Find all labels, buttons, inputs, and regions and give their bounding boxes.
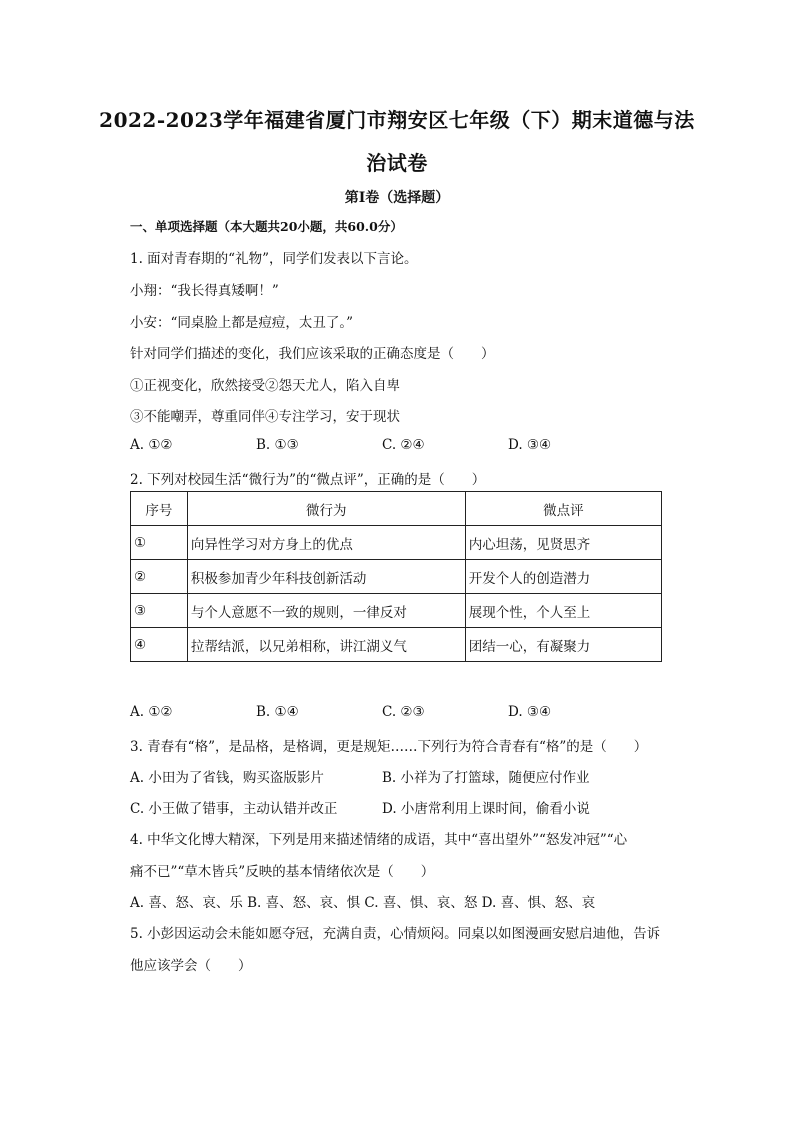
table-cell: 与个人意愿不一致的规则，一律反对 (187, 594, 465, 628)
q2-option-d: D. ③④ (508, 704, 552, 720)
table-header-row (131, 492, 662, 526)
table-cell: 开发个人的创造潜力 (465, 560, 661, 594)
table-row (131, 594, 662, 628)
table-cell: ② (131, 560, 188, 594)
table-cell: 团结一心，有凝聚力 (465, 628, 661, 662)
q1-statements-2: ③不能嘲弄，尊重同伴④专注学习，安于现状 (130, 409, 400, 425)
q3-option-c: C. 小王做了错事，主动认错并改正 (130, 801, 338, 817)
q2-stem: 2. 下列对校园生活“微行为”的“微点评”，正确的是（ ） (130, 472, 486, 488)
q1-option-b: B. ①③ (256, 437, 299, 453)
q2-option-a: A. ①② (130, 704, 173, 720)
table-header-cell: 微点评 (465, 492, 661, 526)
q3-option-a: A. 小田为了省钱，购买盗版影片 (130, 770, 324, 786)
table-cell: ③ (131, 594, 188, 628)
table-header-cell: 微行为 (187, 492, 465, 526)
q1-quote-2: 小安：“同桌脸上都是痘痘，太丑了。” (130, 315, 354, 331)
q3-option-d: D. 小唐常利用上课时间，偷看小说 (382, 801, 590, 817)
table-cell: ① (131, 526, 188, 560)
table-header-cell: 序号 (131, 492, 188, 526)
q2-table (130, 491, 662, 662)
q1-option-d: D. ③④ (508, 437, 552, 453)
table-cell: 拉帮结派，以兄弟相称，讲江湖义气 (187, 628, 465, 662)
exam-title-line2: 治试卷 (366, 151, 428, 175)
exam-title-line1: 2022-2023学年福建省厦门市翔安区七年级（下）期末道德与法 (99, 108, 695, 132)
section-heading: 第I卷（选择题） (344, 190, 450, 206)
part-heading: 一、单项选择题（本大题共20小题，共60.0分） (130, 219, 403, 234)
table-cell: ④ (131, 628, 188, 662)
q1-stem: 1. 面对青春期的“礼物”，同学们发表以下言论。 (130, 251, 418, 267)
q4-options: A. 喜、怒、哀、乐 B. 喜、怒、哀、惧 C. 喜、惧、哀、怒 D. 喜、惧、怒、哀 (130, 895, 596, 911)
q1-quote-1: 小翔：“我长得真矮啊！” (130, 283, 279, 299)
q1-prompt: 针对同学们描述的变化，我们应该采取的正确态度是（ ） (130, 346, 495, 362)
table-row (131, 526, 662, 560)
q4-stem-line1: 4. 中华文化博大精深，下列是用来描述情绪的成语，其中“喜出望外”“怒发冲冠”“心 (130, 832, 628, 848)
q4-stem-line2: 痛不已”“草木皆兵”反映的基本情绪依次是（ ） (130, 864, 435, 880)
q1-option-a: A. ①② (130, 437, 173, 453)
table-cell: 展现个性，个人至上 (465, 594, 661, 628)
table-row (131, 628, 662, 662)
q1-statements-1: ①正视变化，欣然接受②怨天尤人，陷入自卑 (130, 378, 400, 394)
q2-option-b: B. ①④ (256, 704, 299, 720)
table-cell: 积极参加青少年科技创新活动 (187, 560, 465, 594)
q3-stem: 3. 青春有“格”，是品格，是格调，更是规矩……下列行为符合青春有“格”的是（ ） (130, 739, 648, 755)
table-row (131, 560, 662, 594)
q5-stem-line2: 他应该学会（ ） (130, 958, 252, 974)
q1-option-c: C. ②④ (382, 437, 425, 453)
q3-option-b: B. 小祥为了打篮球，随便应付作业 (382, 770, 590, 786)
q2-option-c: C. ②③ (382, 704, 425, 720)
table-cell: 向异性学习对方身上的优点 (187, 526, 465, 560)
q5-stem-line1: 5. 小彭因运动会未能如愿夺冠，充满自责，心情烦闷。同桌以如图漫画安慰启迪他，告诉 (130, 926, 661, 942)
table-cell: 内心坦荡，见贤思齐 (465, 526, 661, 560)
